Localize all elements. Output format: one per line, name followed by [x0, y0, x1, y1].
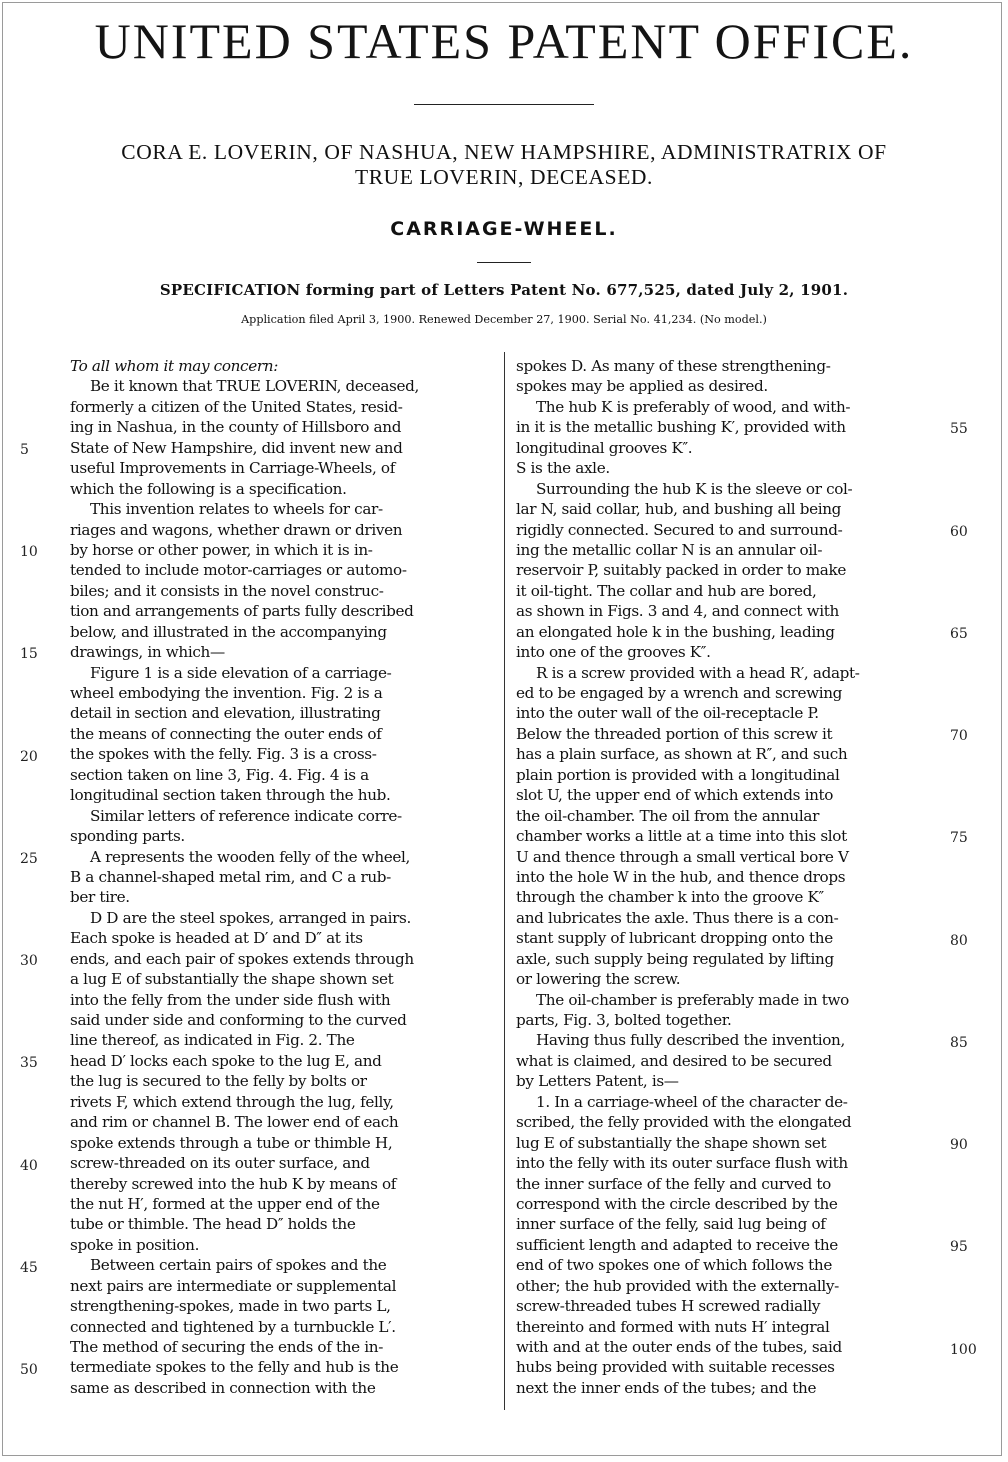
- text-line: by horse or other power, in which it is in-: [70, 540, 373, 559]
- text-line: correspond with the circle described by the: [516, 1194, 838, 1213]
- text-line: spokes may be applied as desired.: [516, 377, 768, 396]
- text-line: a lug E of substantially the shape shown set: [70, 970, 394, 989]
- right-column: [516, 356, 860, 1398]
- text-line: rigidly connected. Secured to and surround-: [516, 520, 843, 539]
- inventor-heading: [40, 140, 968, 190]
- text-line: into one of the grooves K″.: [516, 643, 711, 662]
- text-line: Similar letters of reference indicate corre-: [90, 806, 402, 825]
- line-number: 50: [20, 1362, 38, 1379]
- text-line: screw-threaded on its outer surface, and: [70, 1154, 370, 1173]
- text-line: spokes D. As many of these strengthening-: [516, 357, 831, 375]
- line-number: 90: [950, 1137, 968, 1154]
- text-line: stant supply of lubricant dropping onto the: [516, 929, 833, 948]
- line-number: 95: [950, 1239, 968, 1256]
- text-line: by Letters Patent, is—: [516, 1072, 679, 1091]
- text-line: State of New Hampshire, did invent new and: [70, 438, 403, 457]
- inventor-line-1: CORA E. LOVERIN, OF NASHUA, NEW HAMPSHIRE, ADMINISTRATRIX OF: [121, 140, 887, 164]
- text-line: D D are the steel spokes, arranged in pairs.: [90, 908, 411, 927]
- invention-title: CARRIAGE-WHEEL.: [390, 218, 618, 240]
- text-line: S is the axle.: [516, 459, 610, 478]
- text-line: through the chamber k into the groove K″: [516, 888, 824, 907]
- text-line: Having thus fully described the invention,: [536, 1031, 845, 1050]
- line-number: 55: [950, 421, 968, 438]
- text-line: Below the threaded portion of this screw it: [516, 724, 833, 743]
- text-line: ends, and each pair of spokes extends through: [70, 949, 414, 968]
- text-line: the means of connecting the outer ends of: [70, 724, 382, 743]
- text-line: thereby screwed into the hub K by means of: [70, 1174, 397, 1193]
- text-line: and rim or channel B. The lower end of each: [70, 1113, 399, 1132]
- text-line: screw-threaded tubes H screwed radially: [516, 1297, 821, 1316]
- text-line: the oil-chamber. The oil from the annular: [516, 806, 819, 825]
- text-line: spoke in position.: [70, 1235, 200, 1254]
- text-line: ing the metallic collar N is an annular oil-: [516, 540, 823, 559]
- column-divider: [504, 352, 505, 1410]
- text-line: useful Improvements in Carriage-Wheels, of: [70, 459, 395, 478]
- text-line: in it is the metallic bushing K′, provided with: [516, 418, 846, 437]
- text-line: into the felly with its outer surface flush with: [516, 1154, 848, 1173]
- line-number: 10: [20, 544, 38, 561]
- text-line: reservoir P, suitably packed in order to make: [516, 561, 846, 580]
- text-line: riages and wagons, whether drawn or driven: [70, 520, 403, 539]
- text-line: thereinto and formed with nuts H′ integral: [516, 1317, 830, 1336]
- title-rule: [414, 104, 594, 105]
- line-number: 35: [20, 1055, 38, 1072]
- text-line: sufficient length and adapted to receive the: [516, 1235, 838, 1254]
- text-line: and lubricates the axle. Thus there is a con-: [516, 908, 839, 927]
- text-line: into the hole W in the hub, and thence drops: [516, 867, 846, 886]
- text-line: Between certain pairs of spokes and the: [90, 1256, 387, 1275]
- line-number: 30: [20, 953, 38, 970]
- text-line: longitudinal section taken through the hub.: [70, 786, 391, 805]
- text-line: below, and illustrated in the accompanying: [70, 622, 387, 641]
- text-line: hubs being provided with suitable recesses: [516, 1358, 835, 1377]
- text-line: chamber works a little at a time into this slot: [516, 827, 847, 846]
- text-line: section taken on line 3, Fig. 4. Fig. 4 is a: [70, 765, 369, 784]
- text-line: the inner surface of the felly and curved to: [516, 1174, 831, 1193]
- line-number: 65: [950, 625, 968, 642]
- text-line: an elongated hole k in the bushing, leading: [516, 622, 835, 641]
- text-line: which the following is a specification.: [70, 479, 347, 498]
- line-number: 45: [20, 1259, 38, 1276]
- text-line: other; the hub provided with the externally-: [516, 1276, 839, 1295]
- inventor-line-2: TRUE LOVERIN, DECEASED.: [354, 165, 654, 189]
- text-line: ed to be engaged by a wrench and screwing: [516, 684, 843, 702]
- line-number: 75: [950, 830, 968, 847]
- line-number: 20: [20, 748, 38, 765]
- text-line: ber tire.: [70, 888, 130, 907]
- text-line: into the felly from the under side flush with: [70, 990, 391, 1009]
- text-line: inner surface of the felly, said lug being of: [516, 1215, 826, 1234]
- text-line: formerly a citizen of the United States, resid-: [70, 397, 403, 416]
- text-line: The method of securing the ends of the in-: [70, 1338, 383, 1356]
- text-line: has a plain surface, as shown at R″, and such: [516, 745, 848, 764]
- text-line: R is a screw provided with a head R′, adapt-: [536, 663, 860, 682]
- text-line: into the outer wall of the oil-receptacle P.: [516, 704, 819, 723]
- text-line: said under side and conforming to the curved: [70, 1011, 407, 1029]
- office-title: UNITED STATES PATENT OFFICE.: [94, 13, 914, 69]
- text-line: The oil-chamber is preferably made in two: [536, 990, 849, 1009]
- text-line: with and at the outer ends of the tubes, said: [516, 1338, 842, 1356]
- text-line: Surrounding the hub K is the sleeve or col-: [536, 479, 853, 498]
- text-line: Figure 1 is a side elevation of a carriage-: [90, 663, 392, 682]
- text-line: termediate spokes to the felly and hub is the: [70, 1358, 399, 1377]
- text-line: the spokes with the felly. Fig. 3 is a cross-: [70, 745, 377, 764]
- text-line: strengthening-spokes, made in two parts L,: [70, 1297, 391, 1316]
- text-line: lar N, said collar, hub, and bushing all being: [516, 500, 842, 519]
- text-line: axle, such supply being regulated by lifting: [516, 949, 834, 968]
- text-line: next pairs are intermediate or supplemental: [70, 1276, 397, 1295]
- text-line: biles; and it consists in the novel construc-: [70, 581, 384, 600]
- text-line: head D′ locks each spoke to the lug E, and: [70, 1051, 382, 1070]
- text-line: Be it known that TRUE LOVERIN, deceased,: [90, 377, 419, 396]
- text-line: Each spoke is headed at D′ and D″ at its: [70, 929, 363, 948]
- text-line: longitudinal grooves K″.: [516, 438, 693, 457]
- text-line: drawings, in which—: [70, 643, 225, 662]
- text-line: the nut H′, formed at the upper end of the: [70, 1194, 380, 1213]
- text-line: next the inner ends of the tubes; and the: [516, 1378, 817, 1397]
- text-line: slot U, the upper end of which extends into: [516, 786, 834, 805]
- line-number: 60: [950, 523, 968, 540]
- text-line: plain portion is provided with a longitudinal: [516, 765, 840, 784]
- text-line: sponding parts.: [70, 827, 185, 846]
- text-line: same as described in connection with the: [70, 1378, 376, 1397]
- text-line: wheel embodying the invention. Fig. 2 is a: [70, 684, 383, 702]
- text-line: what is claimed, and desired to be secured: [516, 1051, 832, 1070]
- text-line: lug E of substantially the shape shown set: [516, 1133, 827, 1152]
- text-line: spoke extends through a tube or thimble H,: [70, 1133, 393, 1152]
- text-line: To all whom it may concern:: [70, 357, 278, 375]
- text-line: line thereof, as indicated in Fig. 2. The: [70, 1031, 355, 1050]
- text-line: tube or thimble. The head D″ holds the: [70, 1215, 356, 1234]
- line-number: 85: [950, 1034, 968, 1051]
- line-number: 15: [20, 646, 38, 663]
- text-line: as shown in Figs. 3 and 4, and connect with: [516, 602, 839, 621]
- text-line: ing in Nashua, in the county of Hillsboro and: [70, 418, 402, 437]
- text-line: detail in section and elevation, illustrating: [70, 704, 381, 723]
- text-line: parts, Fig. 3, bolted together.: [516, 1011, 732, 1029]
- text-line: it oil-tight. The collar and hub are bored,: [516, 581, 817, 600]
- text-line: B a channel-shaped metal rim, and C a rub-: [70, 867, 391, 886]
- text-line: This invention relates to wheels for car-: [90, 500, 383, 519]
- text-line: The hub K is preferably of wood, and with-: [536, 397, 851, 416]
- text-line: A represents the wooden felly of the wheel,: [90, 847, 411, 866]
- left-column: [70, 356, 419, 1398]
- text-line: tended to include motor-carriages or automo-: [70, 561, 407, 580]
- text-line: scribed, the felly provided with the elongated: [516, 1113, 852, 1132]
- line-number: 40: [20, 1157, 38, 1174]
- text-line: end of two spokes one of which follows the: [516, 1256, 832, 1275]
- text-line: connected and tightened by a turnbuckle L′.: [70, 1317, 396, 1336]
- text-line: tion and arrangements of parts fully described: [70, 602, 414, 621]
- text-line: rivets F, which extend through the lug, felly,: [70, 1092, 394, 1111]
- text-line: or lowering the screw.: [516, 970, 681, 989]
- specification-line: SPECIFICATION forming part of Letters Patent No. 677,525, dated July 2, 1901.: [159, 281, 849, 299]
- line-number: 70: [950, 728, 968, 745]
- text-line: 1. In a carriage-wheel of the character de-: [536, 1092, 848, 1111]
- line-number: 5: [20, 441, 29, 458]
- text-line: the lug is secured to the felly by bolts or: [70, 1072, 367, 1091]
- line-number: 80: [950, 932, 968, 949]
- line-number: 100: [950, 1341, 977, 1358]
- invention-rule: [477, 262, 531, 263]
- line-number: 25: [20, 850, 38, 867]
- text-line: U and thence through a small vertical bore V: [516, 847, 849, 866]
- application-filed-line: Application filed April 3, 1900. Renewed December 27, 1900. Serial No. 41,234. (No model.): [241, 313, 767, 326]
